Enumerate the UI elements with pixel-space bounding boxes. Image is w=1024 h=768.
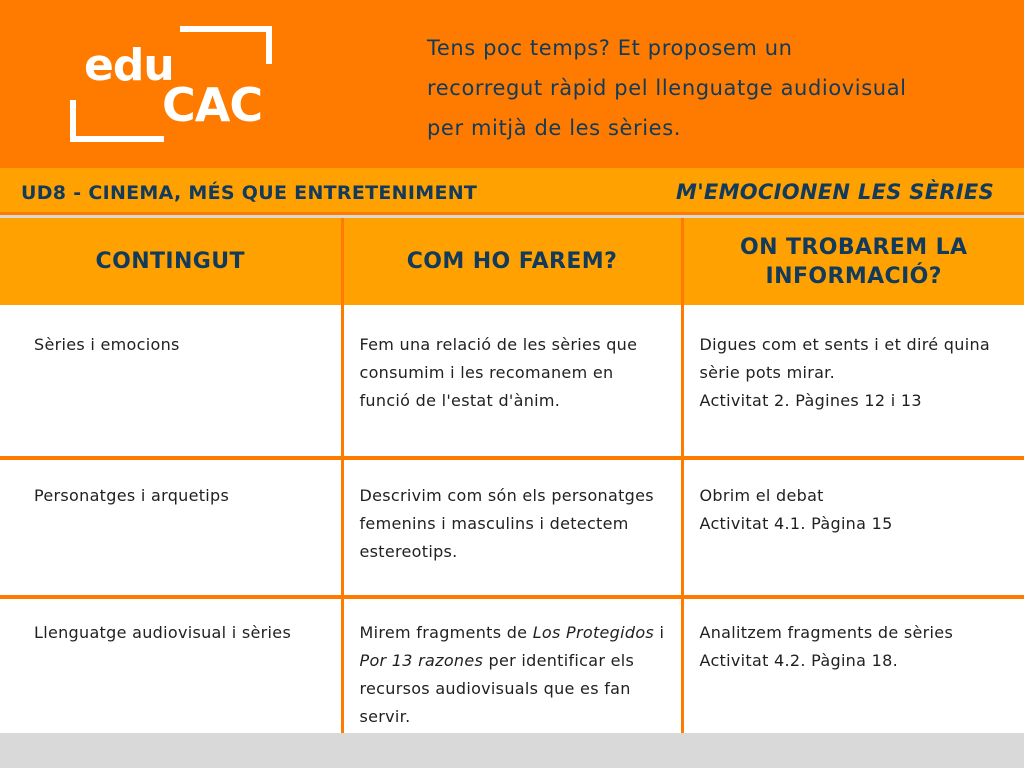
intro-line: per mitjà de les sèries. [427, 116, 682, 140]
header-com-ho-farem: COM HO FAREM? [342, 218, 682, 305]
header-on-trobarem: ON TROBAREM LA INFORMACIÓ? [682, 218, 1024, 305]
cell-on [682, 597, 1024, 733]
cell-on-line: Activitat 2. Pàgines 12 i 13 [699, 391, 922, 410]
intro-text [427, 28, 1007, 148]
table-row [0, 597, 1024, 733]
logo-bracket-bottom-left [70, 100, 164, 142]
header-banner [0, 0, 1024, 165]
cell-contingut: Llenguatge audiovisual i sèries [0, 597, 342, 733]
table-row [0, 458, 1024, 597]
cell-contingut: Sèries i emocions [0, 305, 342, 458]
logo-text-edu: edu [84, 40, 174, 91]
educac-logo [70, 26, 272, 142]
cell-on-line: Activitat 4.2. Pàgina 18. [699, 651, 898, 670]
table-row [0, 305, 1024, 458]
series-title-por-13-razones: Por 13 razones [359, 651, 484, 670]
series-title-los-protegidos: Los Protegidos [532, 623, 655, 642]
cell-on [682, 305, 1024, 458]
table-header-row [0, 218, 1024, 305]
intro-line: recorregut ràpid pel llenguatge audiovisual [427, 76, 907, 100]
unit-subtitle: M'EMOCIONEN LES SÈRIES [676, 180, 994, 204]
unit-title: UD8 - CINEMA, MÉS QUE ENTRETENIMENT [21, 182, 478, 204]
header-contingut: CONTINGUT [0, 218, 342, 305]
cell-contingut: Personatges i arquetips [0, 458, 342, 597]
cell-on-line: Analitzem fragments de sèries [699, 623, 954, 642]
unit-bar [0, 165, 1024, 215]
cell-on-line: Obrim el debat [699, 486, 824, 505]
content-table [0, 218, 1024, 733]
cell-com [342, 597, 682, 733]
cell-com: Descrivim com són els personatges femenins i masculins i detectem estereotips. [342, 458, 682, 597]
cell-com: Fem una relació de les sèries que consumim i les recomanem en funció de l'estat d'ànim. [342, 305, 682, 458]
cell-com-text: per identificar els recursos audiovisuals que es fan servir. [359, 651, 635, 726]
logo-text-cac: CAC [162, 78, 263, 132]
cell-on-line: Digues com et sents i et diré quina sèrie pots mirar. [699, 335, 990, 382]
cell-on [682, 458, 1024, 597]
intro-line: Tens poc temps? Et proposem un [427, 36, 793, 60]
cell-com-text: i [654, 623, 665, 642]
cell-com-text: Mirem fragments de [359, 623, 533, 642]
cell-on-line: Activitat 4.1. Pàgina 15 [699, 514, 893, 533]
logo-bracket-top-right [180, 26, 272, 64]
